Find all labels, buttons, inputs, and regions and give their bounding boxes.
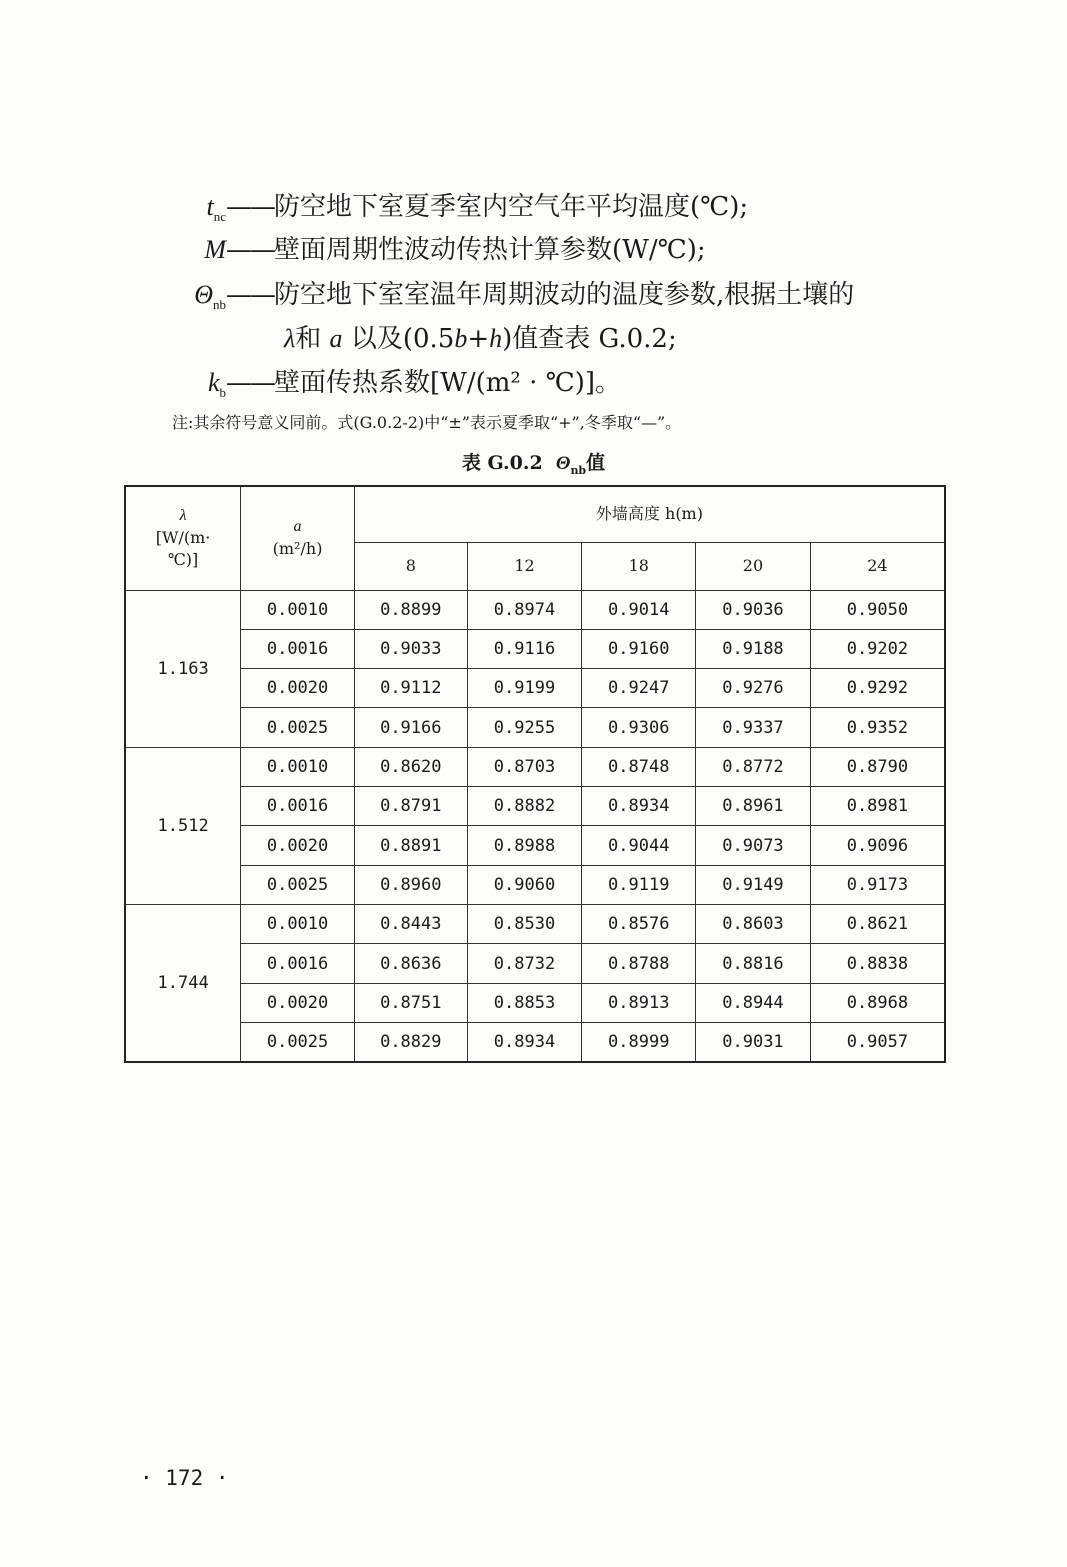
page-number: · 172 · <box>140 1466 229 1490</box>
value-cell: 0.8961 <box>696 787 811 826</box>
value-cell: 0.9202 <box>810 629 945 668</box>
table-body <box>125 590 945 1062</box>
value-cell: 0.9014 <box>582 590 696 629</box>
a-cell: 0.0010 <box>241 905 355 944</box>
value-cell: 0.8603 <box>696 905 811 944</box>
header-height-20: 20 <box>696 542 811 590</box>
value-cell: 0.8748 <box>582 747 696 786</box>
value-cell: 0.8703 <box>467 747 582 786</box>
value-cell: 0.8788 <box>582 944 696 983</box>
definition-t-nc: $t_{nc}——$防空地下室夏季室内空气年平均温度(℃); <box>206 192 749 225</box>
value-cell: 0.8443 <box>354 905 467 944</box>
value-cell: 0.8791 <box>354 787 467 826</box>
header-wall-height: 外墙高度 h(m) <box>354 486 945 542</box>
value-cell: 0.8838 <box>810 944 945 983</box>
a-cell: 0.0020 <box>241 826 355 865</box>
value-cell: 0.8974 <box>467 590 582 629</box>
value-cell: 0.9112 <box>354 669 467 708</box>
value-cell: 0.9255 <box>467 708 582 747</box>
value-cell: 0.8620 <box>354 747 467 786</box>
value-cell: 0.8899 <box>354 590 467 629</box>
header-height-24: 24 <box>810 542 945 590</box>
value-cell: 0.9119 <box>582 865 696 904</box>
value-cell: 0.8751 <box>354 983 467 1022</box>
value-cell: 0.9060 <box>467 865 582 904</box>
value-cell: 0.9337 <box>696 708 811 747</box>
definition-k-b: $k_b——$壁面传热系数[W/(m² · ℃)]。 <box>207 368 622 401</box>
header-height-18: 18 <box>582 542 696 590</box>
value-cell: 0.8576 <box>582 905 696 944</box>
value-cell: 0.8981 <box>810 787 945 826</box>
value-cell: 0.8882 <box>467 787 582 826</box>
value-cell: 0.9247 <box>582 669 696 708</box>
value-cell: 0.9044 <box>582 826 696 865</box>
table-row <box>125 1023 945 1062</box>
value-cell: 0.9199 <box>467 669 582 708</box>
theta-nb-table <box>124 485 946 1063</box>
lambda-cell: 1.163 <box>125 590 241 747</box>
a-cell: 0.0016 <box>241 787 355 826</box>
table-row <box>125 983 945 1022</box>
value-cell: 0.9166 <box>354 708 467 747</box>
header-height-12: 12 <box>467 542 582 590</box>
value-cell: 0.9306 <box>582 708 696 747</box>
value-cell: 0.9036 <box>696 590 811 629</box>
value-cell: 0.8816 <box>696 944 811 983</box>
value-cell: 0.9033 <box>354 629 467 668</box>
value-cell: 0.9073 <box>696 826 811 865</box>
value-cell: 0.8999 <box>582 1023 696 1062</box>
value-cell: 0.8790 <box>810 747 945 786</box>
value-cell: 0.9050 <box>810 590 945 629</box>
table-caption: 表 G.0.2 $\Theta_{nb}$值 <box>461 452 606 477</box>
table-row <box>125 905 945 944</box>
value-cell: 0.9149 <box>696 865 811 904</box>
value-cell: 0.9173 <box>810 865 945 904</box>
table-row <box>125 669 945 708</box>
value-cell: 0.8772 <box>696 747 811 786</box>
note: 注:其余符号意义同前。式(G.0.2-2)中“±”表示夏季取“+”,冬季取“—”。 <box>172 413 682 432</box>
table-row <box>125 826 945 865</box>
lambda-cell: 1.512 <box>125 747 241 904</box>
value-cell: 0.9116 <box>467 629 582 668</box>
value-cell: 0.8829 <box>354 1023 467 1062</box>
a-cell: 0.0010 <box>241 590 355 629</box>
value-cell: 0.8891 <box>354 826 467 865</box>
definition-theta-continuation: λ和 a 以及(0.5b+h)值查表 G.0.2; <box>284 324 677 354</box>
value-cell: 0.8960 <box>354 865 467 904</box>
value-cell: 0.9352 <box>810 708 945 747</box>
value-cell: 0.8934 <box>582 787 696 826</box>
header-height-8: 8 <box>354 542 467 590</box>
table-row <box>125 590 945 629</box>
value-cell: 0.8530 <box>467 905 582 944</box>
value-cell: 0.8853 <box>467 983 582 1022</box>
value-cell: 0.8968 <box>810 983 945 1022</box>
a-cell: 0.0025 <box>241 1023 355 1062</box>
value-cell: 0.8944 <box>696 983 811 1022</box>
header-lambda: λ [W/(m· ℃)] <box>125 486 241 590</box>
value-cell: 0.8934 <box>467 1023 582 1062</box>
header-a: a (m²/h) <box>241 486 355 590</box>
value-cell: 0.9031 <box>696 1023 811 1062</box>
value-cell: 0.8732 <box>467 944 582 983</box>
a-cell: 0.0020 <box>241 983 355 1022</box>
definition-m: M——壁面周期性波动传热计算参数(W/℃); <box>204 235 706 265</box>
value-cell: 0.9096 <box>810 826 945 865</box>
value-cell: 0.9188 <box>696 629 811 668</box>
table-row <box>125 865 945 904</box>
value-cell: 0.8636 <box>354 944 467 983</box>
value-cell: 0.8913 <box>582 983 696 1022</box>
a-cell: 0.0025 <box>241 865 355 904</box>
a-cell: 0.0020 <box>241 669 355 708</box>
value-cell: 0.9160 <box>582 629 696 668</box>
lambda-cell: 1.744 <box>125 905 241 1062</box>
a-cell: 0.0016 <box>241 629 355 668</box>
value-cell: 0.9276 <box>696 669 811 708</box>
a-cell: 0.0025 <box>241 708 355 747</box>
value-cell: 0.9292 <box>810 669 945 708</box>
a-cell: 0.0010 <box>241 747 355 786</box>
table-row <box>125 708 945 747</box>
a-cell: 0.0016 <box>241 944 355 983</box>
table-row <box>125 629 945 668</box>
value-cell: 0.8621 <box>810 905 945 944</box>
table-row <box>125 747 945 786</box>
definition-theta-nb: $\Theta_{nb}——$防空地下室室温年周期波动的温度参数,根据土壤的 <box>194 280 855 313</box>
table-row <box>125 944 945 983</box>
table-row <box>125 787 945 826</box>
value-cell: 0.9057 <box>810 1023 945 1062</box>
value-cell: 0.8988 <box>467 826 582 865</box>
